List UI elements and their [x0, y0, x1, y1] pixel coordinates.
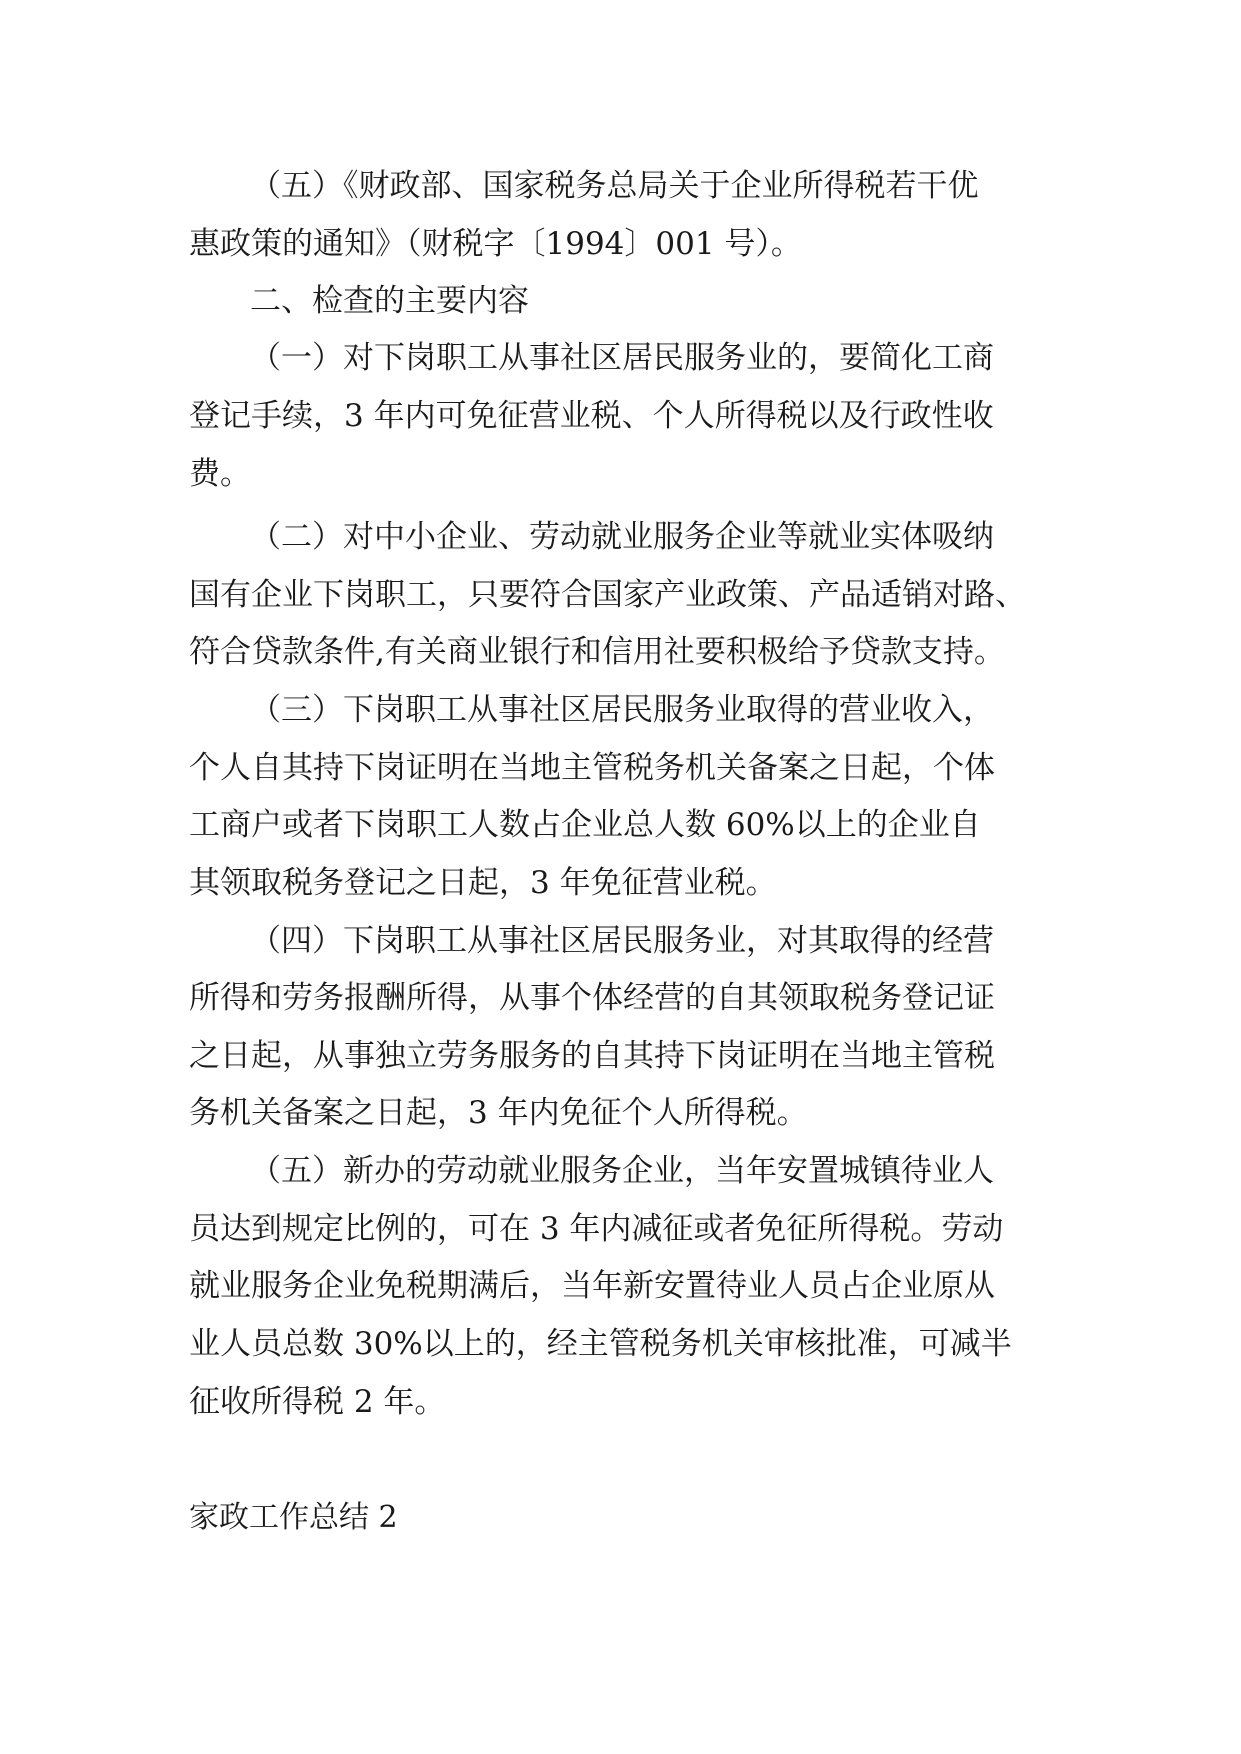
item-3-line-4: 其领取税务登记之日起，3 年免征营业税。	[189, 865, 777, 901]
item-1-line-1: （一）对下岗职工从事社区居民服务业的，要简化工商	[250, 340, 994, 376]
para-5-line-2: 惠政策的通知》（财税字〔1994〕001 号）。	[189, 226, 802, 262]
item-4-line-3: 之日起，从事独立劳务服务的自其持下岗证明在当地主管税	[189, 1038, 995, 1074]
item-5-line-3: 就业服务企业免税期满后，当年新安置待业人员占企业原从	[189, 1268, 995, 1304]
item-4-line-2: 所得和劳务报酬所得，从事个体经营的自其领取税务登记证	[189, 980, 995, 1016]
item-2-line-1: （二）对中小企业、劳动就业服务企业等就业实体吸纳	[250, 519, 994, 555]
item-4-line-1: （四）下岗职工从事社区居民服务业，对其取得的经营	[250, 923, 994, 959]
item-2-line-2: 国有企业下岗职工，只要符合国家产业政策、产品适销对路、	[189, 577, 1026, 613]
item-5-line-4: 业人员总数 30%以上的，经主管税务机关审核批准，可减半	[189, 1326, 1012, 1362]
item-2-line-3: 符合贷款条件,有关商业银行和信用社要积极给予贷款支持。	[189, 634, 1005, 670]
item-3-line-2: 个人自其持下岗证明在当地主管税务机关备案之日起，个体	[189, 750, 995, 786]
para-5-line-1: （五）《财政部、国家税务总局关于企业所得税若干优	[250, 168, 979, 204]
item-5-line-5: 征收所得税 2 年。	[189, 1384, 446, 1420]
item-5-line-2: 员达到规定比例的，可在 3 年内减征或者免征所得税。劳动	[189, 1211, 1004, 1247]
item-1-line-2: 登记手续，3 年内可免征营业税、个人所得税以及行政性收	[189, 398, 994, 434]
item-4-line-4: 务机关备案之日起，3 年内免征个人所得税。	[189, 1095, 808, 1131]
section-heading-inspection-content: 二、检查的主要内容	[250, 283, 529, 319]
item-1-line-3: 费。	[189, 456, 251, 492]
section-title-housekeeping-summary-2: 家政工作总结 2	[189, 1500, 398, 1535]
item-3-line-3: 工商户或者下岗职工人数占企业总人数 60%以上的企业自	[189, 807, 981, 843]
item-5-line-1: （五）新办的劳动就业服务企业，当年安置城镇待业人	[250, 1153, 994, 1189]
item-3-line-1: （三）下岗职工从事社区居民服务业取得的营业收入，	[250, 692, 994, 728]
